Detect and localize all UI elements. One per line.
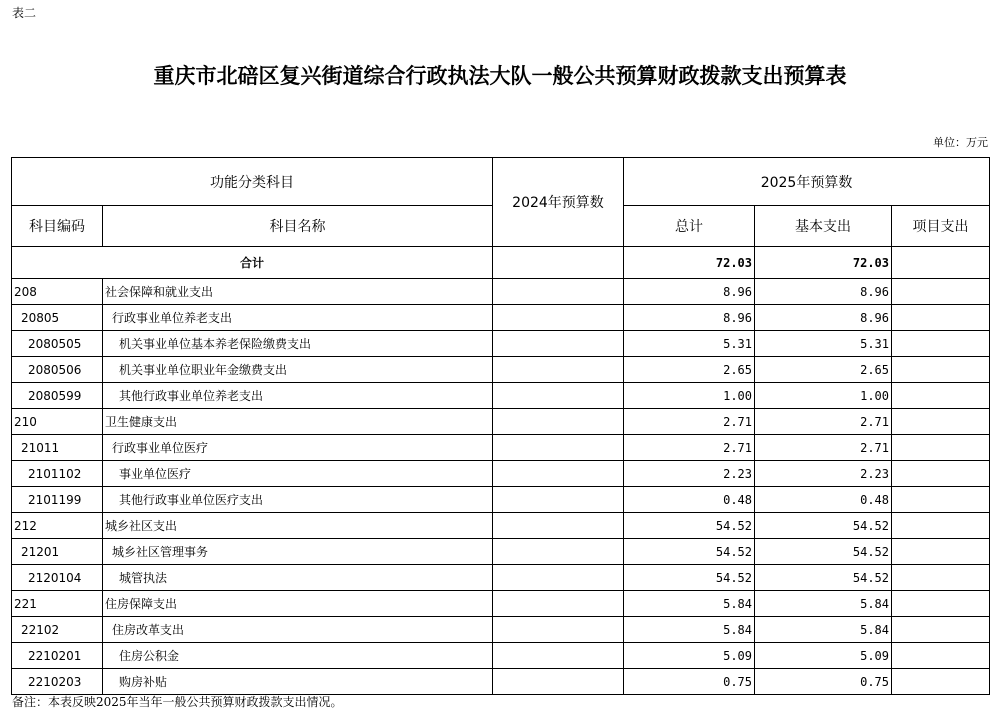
row-project [892,591,990,617]
table-row [12,669,990,695]
row-project [892,617,990,643]
row-basic: 2.71 [755,409,892,435]
row-name: 卫生健康支出 [103,409,493,435]
row-project [892,461,990,487]
row-prev [493,331,624,357]
row-code: 2080506 [12,357,103,383]
row-prev [493,669,624,695]
row-code: 2080599 [12,383,103,409]
row-prev [493,383,624,409]
row-code: 221 [12,591,103,617]
row-basic: 54.52 [755,565,892,591]
table-row [12,565,990,591]
table-row [12,617,990,643]
row-basic: 0.75 [755,669,892,695]
row-name: 事业单位医疗 [103,461,493,487]
row-basic: 5.09 [755,643,892,669]
row-basic: 8.96 [755,279,892,305]
row-project [892,331,990,357]
row-basic: 54.52 [755,513,892,539]
row-prev [493,617,624,643]
row-code: 2120104 [12,565,103,591]
table-row [12,435,990,461]
total-prev [493,247,624,279]
row-basic: 5.84 [755,591,892,617]
row-basic: 2.65 [755,357,892,383]
table-row [12,591,990,617]
row-total: 8.96 [624,279,755,305]
row-basic: 0.48 [755,487,892,513]
row-total: 0.75 [624,669,755,695]
table-row [12,513,990,539]
table-row [12,487,990,513]
row-basic: 2.23 [755,461,892,487]
row-total: 5.09 [624,643,755,669]
table-row [12,461,990,487]
row-code: 21201 [12,539,103,565]
row-prev [493,513,624,539]
row-prev [493,435,624,461]
table-row [12,643,990,669]
table-row [12,357,990,383]
header-row-top [12,158,990,206]
header-curr-budget: 2025年预算数 [624,158,990,206]
row-total: 2.23 [624,461,755,487]
total-basic: 72.03 [755,247,892,279]
row-project [892,669,990,695]
row-name: 住房保障支出 [103,591,493,617]
table-row [12,409,990,435]
table-row [12,331,990,357]
row-name: 住房改革支出 [103,617,493,643]
row-prev [493,409,624,435]
row-total: 1.00 [624,383,755,409]
row-total: 5.84 [624,617,755,643]
sheet-label: 表二 [12,6,37,20]
row-prev [493,279,624,305]
row-total: 2.65 [624,357,755,383]
row-prev [493,357,624,383]
header-code: 科目编码 [12,206,103,247]
row-total: 54.52 [624,565,755,591]
row-prev [493,461,624,487]
row-total: 8.96 [624,305,755,331]
row-total: 2.71 [624,435,755,461]
header-name: 科目名称 [103,206,493,247]
table-row [12,279,990,305]
row-total: 5.84 [624,591,755,617]
row-code: 2101199 [12,487,103,513]
row-prev [493,487,624,513]
row-code: 22102 [12,617,103,643]
row-project [892,435,990,461]
row-basic: 1.00 [755,383,892,409]
total-row [12,247,990,279]
row-prev [493,305,624,331]
row-project [892,279,990,305]
row-prev [493,565,624,591]
row-code: 212 [12,513,103,539]
row-project [892,305,990,331]
row-code: 2080505 [12,331,103,357]
row-name: 行政事业单位养老支出 [103,305,493,331]
row-project [892,357,990,383]
footnote: 备注：本表反映2025年当年一般公共预算财政拨款支出情况。 [12,695,343,709]
row-code: 2210203 [12,669,103,695]
row-project [892,409,990,435]
row-code: 21011 [12,435,103,461]
row-project [892,539,990,565]
budget-table [11,157,990,695]
row-basic: 54.52 [755,539,892,565]
row-name: 社会保障和就业支出 [103,279,493,305]
page-title: 重庆市北碚区复兴街道综合行政执法大队一般公共预算财政拨款支出预算表 [153,63,847,88]
row-project [892,643,990,669]
table-row [12,539,990,565]
row-name: 其他行政事业单位养老支出 [103,383,493,409]
row-prev [493,539,624,565]
row-total: 5.31 [624,331,755,357]
row-total: 54.52 [624,513,755,539]
header-functional-category: 功能分类科目 [12,158,493,206]
row-total: 2.71 [624,409,755,435]
row-name: 城乡社区管理事务 [103,539,493,565]
row-total: 0.48 [624,487,755,513]
table-row [12,305,990,331]
row-name: 其他行政事业单位医疗支出 [103,487,493,513]
row-basic: 2.71 [755,435,892,461]
row-prev [493,643,624,669]
row-total: 54.52 [624,539,755,565]
row-name: 城乡社区支出 [103,513,493,539]
row-code: 2101102 [12,461,103,487]
row-name: 住房公积金 [103,643,493,669]
row-name: 机关事业单位职业年金缴费支出 [103,357,493,383]
header-prev-budget: 2024年预算数 [493,158,624,247]
row-name: 城管执法 [103,565,493,591]
row-code: 210 [12,409,103,435]
row-name: 行政事业单位医疗 [103,435,493,461]
row-name: 购房补贴 [103,669,493,695]
row-project [892,565,990,591]
total-project [892,247,990,279]
header-basic: 基本支出 [755,206,892,247]
row-basic: 5.84 [755,617,892,643]
row-code: 20805 [12,305,103,331]
total-label: 合计 [12,247,493,279]
row-project [892,383,990,409]
row-code: 2210201 [12,643,103,669]
row-name: 机关事业单位基本养老保险缴费支出 [103,331,493,357]
table-row [12,383,990,409]
unit-label: 单位：万元 [933,136,988,149]
header-project: 项目支出 [892,206,990,247]
total-total: 72.03 [624,247,755,279]
header-total: 总计 [624,206,755,247]
row-basic: 5.31 [755,331,892,357]
row-project [892,487,990,513]
row-project [892,513,990,539]
row-basic: 8.96 [755,305,892,331]
row-code: 208 [12,279,103,305]
row-prev [493,591,624,617]
